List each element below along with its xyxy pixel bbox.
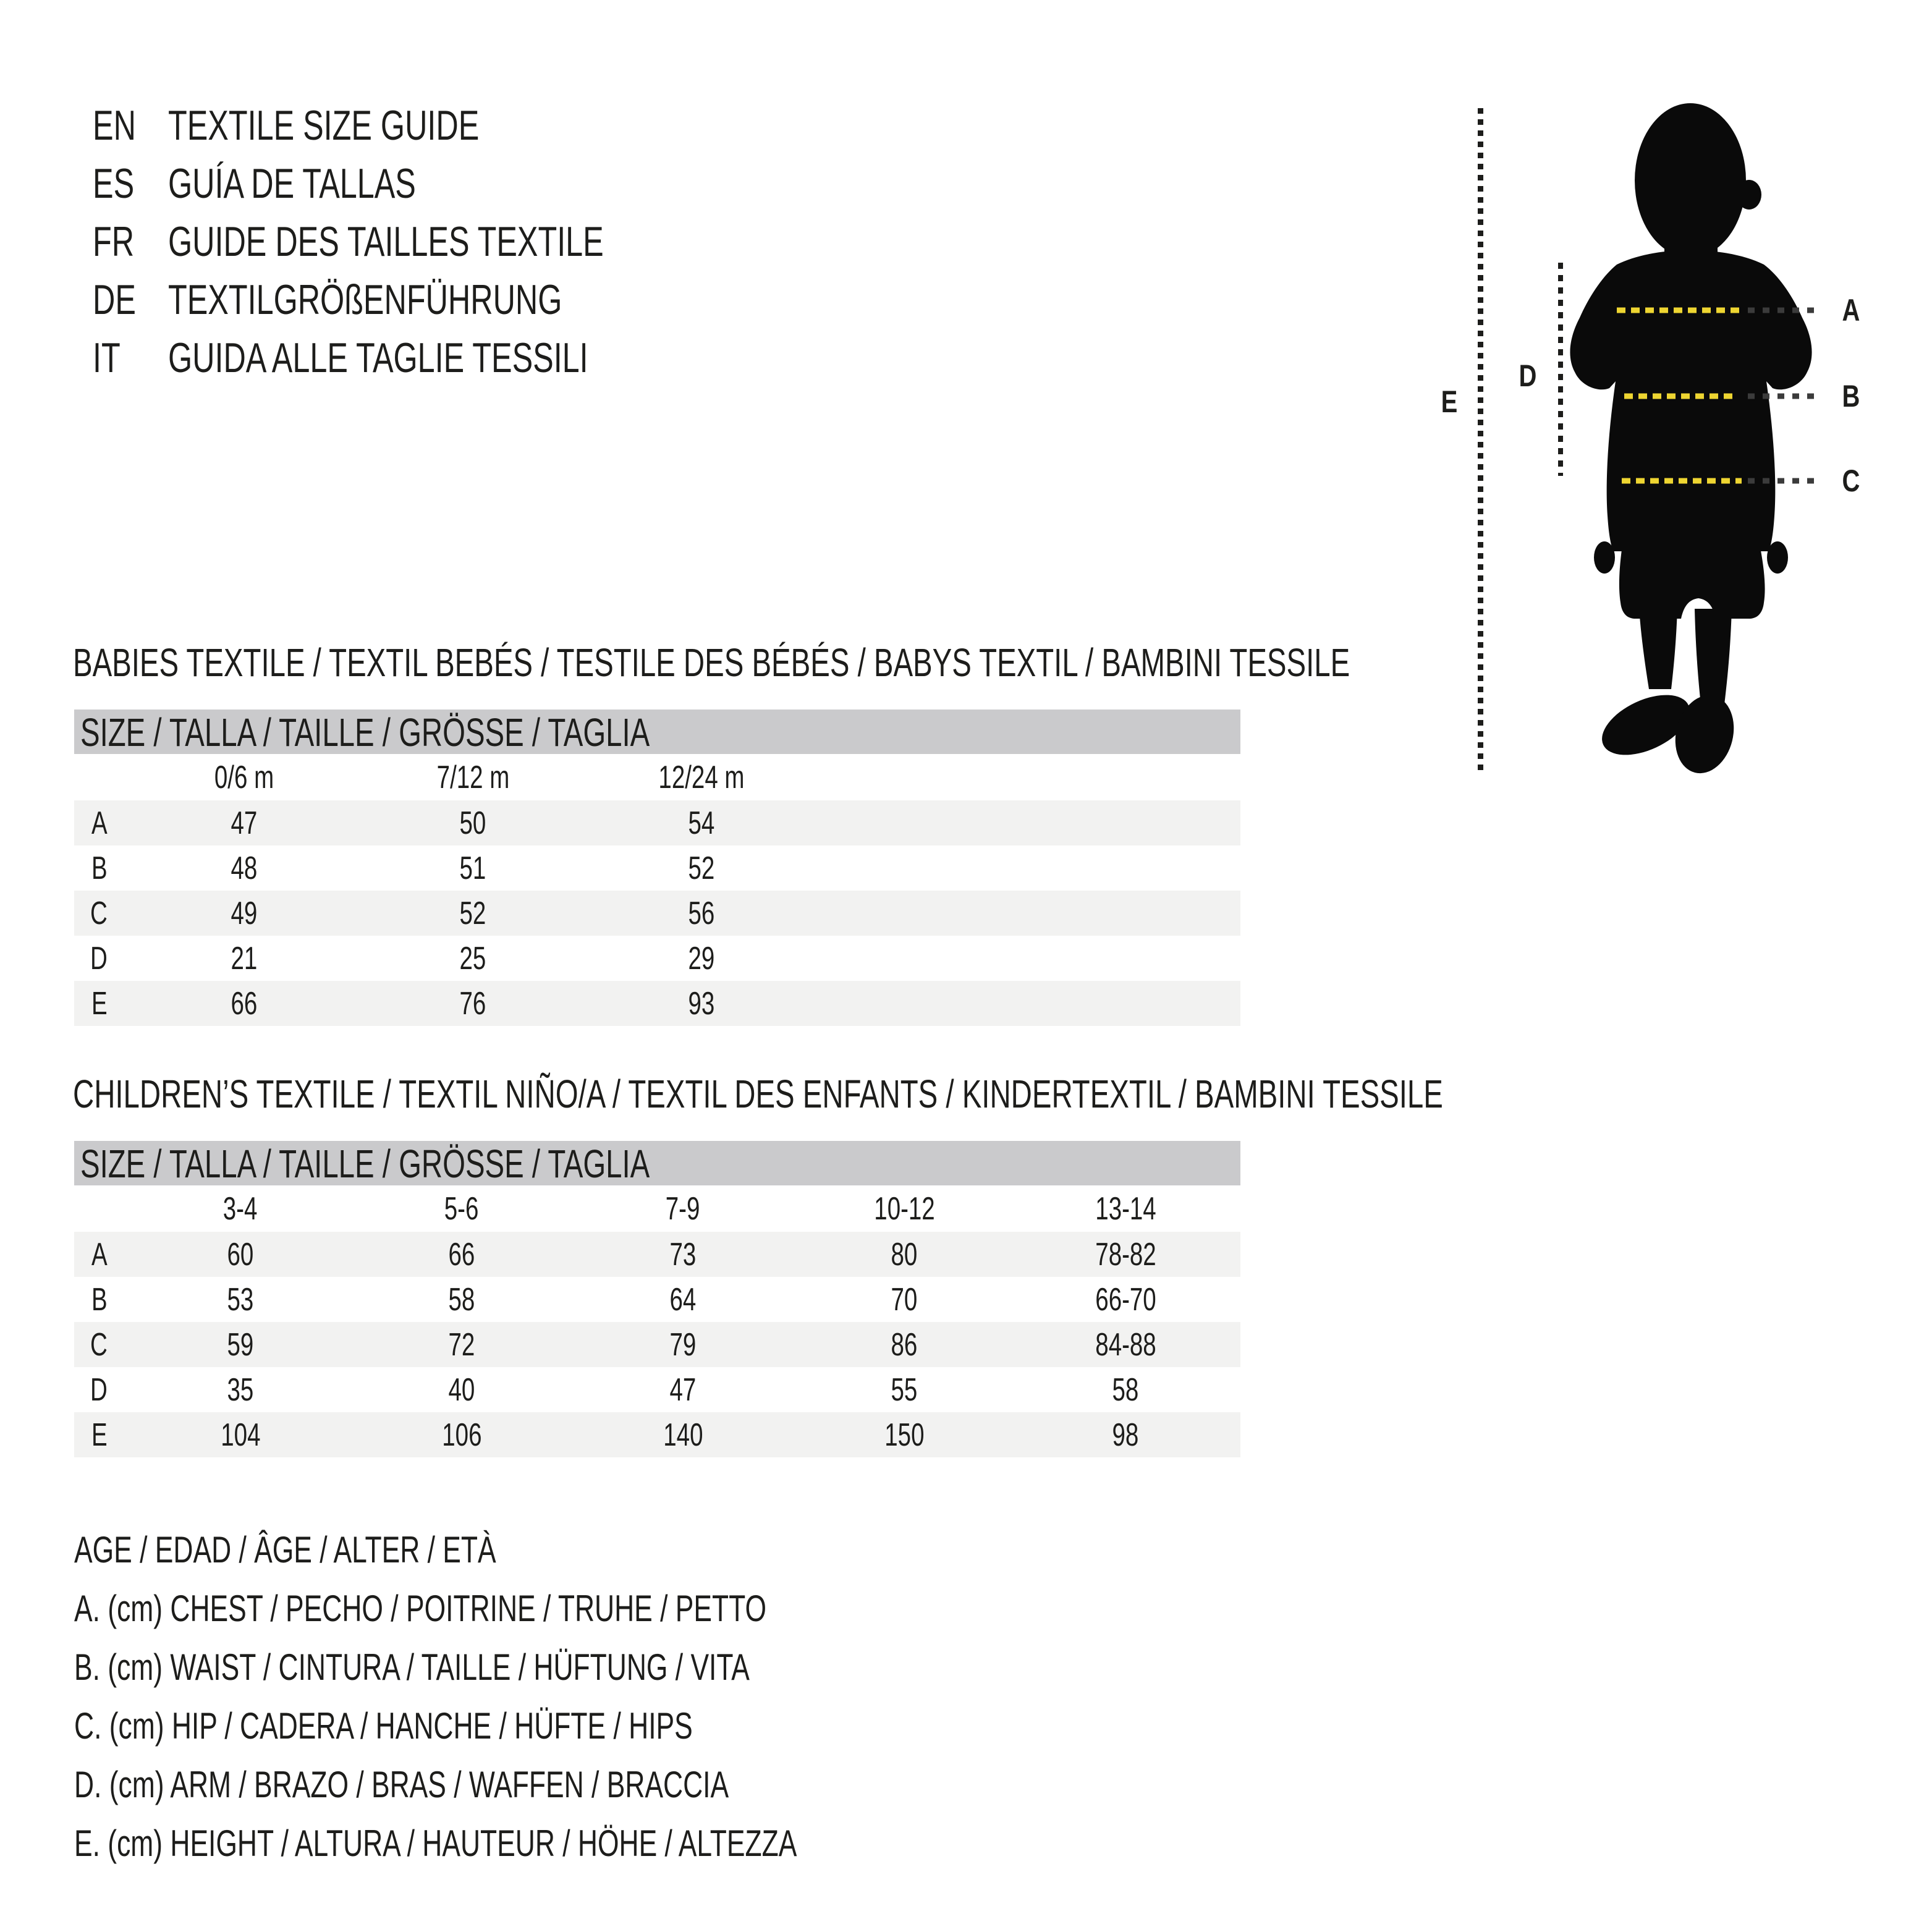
cell-value: 106 [441, 1417, 482, 1453]
cell-value: 54 [688, 805, 715, 841]
height-marker-label: E [1441, 384, 1458, 419]
cell-value: 140 [663, 1417, 703, 1453]
table-cell [1015, 1322, 1236, 1367]
guide-title-en: TEXTILE SIZE GUIDE [168, 102, 480, 149]
children-column-header [351, 1185, 572, 1232]
cell-value: 51 [459, 850, 486, 886]
children-section-title [73, 1074, 1925, 1114]
children-section-title-text: CHILDREN’S TEXTILE / TEXTIL NIÑO/A / TEXTIL DES ENFANTS / KINDERTEXTIL / BAMBINI TESSILE [73, 1072, 1443, 1116]
row-label-text: D [90, 1371, 108, 1408]
table-cell [130, 981, 358, 1026]
cell-value: 49 [231, 895, 258, 931]
children-size-header-text: SIZE / TALLA / TAILLE / GRÖSSE / TAGLIA [80, 1142, 650, 1186]
legend-height-text: E. (cm) HEIGHT / ALTURA / HAUTEUR / HÖHE / ALTEZZA [74, 1823, 797, 1864]
table-row-waist [74, 845, 1240, 891]
cell-value: 25 [459, 940, 486, 977]
cell-value: 78-82 [1095, 1236, 1156, 1273]
legend-age-text: AGE / EDAD / ÂGE / ALTER / ETÀ [74, 1529, 496, 1570]
cell-value: 55 [891, 1371, 918, 1408]
legend-waist-text: B. (cm) WAIST / CINTURA / TAILLE / HÜFTUNG / VITA [74, 1646, 750, 1688]
children-column-header-text: 13-14 [1095, 1190, 1156, 1227]
row-label-text: B [91, 1281, 108, 1318]
child-silhouette-figure [1409, 49, 1932, 816]
silhouette-ear [1737, 180, 1761, 210]
table-cell [351, 1412, 572, 1457]
children-column-header [794, 1185, 1015, 1232]
row-label [74, 800, 130, 845]
cell-value: 64 [669, 1281, 697, 1318]
spacer-cell [816, 936, 1240, 981]
cell-value: 66 [448, 1236, 475, 1273]
cell-value: 70 [891, 1281, 918, 1318]
table-cell [1015, 1412, 1236, 1457]
table-row-chest [74, 800, 1240, 845]
row-label-text: C [90, 1326, 108, 1363]
babies-column-header-row [74, 754, 1240, 800]
table-cell [130, 845, 358, 891]
cell-value: 66 [231, 985, 258, 1022]
spacer-cell [1236, 1367, 1240, 1412]
table-row-waist [74, 1277, 1240, 1322]
cell-value: 52 [459, 895, 486, 931]
babies-column-header-text: 12/24 m [658, 759, 745, 795]
table-cell [130, 1277, 351, 1322]
cell-value: 98 [1112, 1417, 1139, 1453]
table-cell [587, 981, 816, 1026]
cell-value: 59 [227, 1326, 254, 1363]
legend-height-line [74, 1814, 1051, 1873]
children-column-header-text: 3-4 [223, 1190, 258, 1227]
legend-hip-text: C. (cm) HIP / CADERA / HANCHE / HÜFTE / HIPS [74, 1705, 693, 1747]
hip-marker-label: C [1842, 464, 1860, 498]
cell-value: 93 [688, 985, 715, 1022]
table-cell [794, 1367, 1015, 1412]
babies-section-title-text: BABIES TEXTILE / TEXTIL BEBÉS / TESTILE DES BÉBÉS / BABYS TEXTIL / BAMBINI TESSILE [73, 640, 1350, 685]
table-cell [130, 1232, 351, 1277]
row-label-text: C [90, 895, 108, 931]
cell-value: 60 [227, 1236, 254, 1273]
guide-title-fr: GUIDE DES TAILLES TEXTILE [168, 218, 604, 265]
babies-section-title [73, 640, 1799, 685]
children-column-header [1015, 1185, 1236, 1232]
chest-marker-label: A [1842, 293, 1860, 328]
babies-column-header [130, 754, 358, 800]
silhouette-shirt [1570, 250, 1811, 551]
children-size-header-bar [74, 1141, 1240, 1185]
spacer-cell [816, 754, 1240, 800]
children-column-header-text: 10-12 [873, 1190, 935, 1227]
babies-size-header-text: SIZE / TALLA / TAILLE / GRÖSSE / TAGLIA [80, 710, 650, 755]
children-column-header-text: 7-9 [666, 1190, 700, 1227]
table-cell [794, 1232, 1015, 1277]
babies-column-header [358, 754, 587, 800]
cell-value: 40 [448, 1371, 475, 1408]
silhouette-left-hand [1594, 541, 1615, 574]
cell-value: 52 [688, 850, 715, 886]
spacer-cell [816, 891, 1240, 936]
language-code-de: DE [93, 276, 136, 323]
guide-title-es: GUÍA DE TALLAS [168, 160, 416, 207]
cell-value: 86 [891, 1326, 918, 1363]
table-cell [351, 1232, 572, 1277]
row-label [74, 1367, 130, 1412]
spacer-cell [74, 1185, 130, 1232]
table-row-height [74, 1412, 1240, 1457]
spacer-cell [1236, 1412, 1240, 1457]
table-cell [351, 1322, 572, 1367]
legend-age-line [74, 1520, 1051, 1579]
cell-value: 72 [448, 1326, 475, 1363]
legend-arm-text: D. (cm) ARM / BRAZO / BRAS / WAFFEN / BRACCIA [74, 1764, 729, 1805]
legend-waist-line [74, 1638, 1051, 1697]
table-cell [351, 1367, 572, 1412]
table-cell [358, 981, 587, 1026]
cell-value: 79 [669, 1326, 697, 1363]
table-cell [794, 1412, 1015, 1457]
language-code-es: ES [93, 160, 135, 207]
spacer-cell [816, 981, 1240, 1026]
cell-value: 29 [688, 940, 715, 977]
cell-value: 56 [688, 895, 715, 931]
children-column-header [130, 1185, 351, 1232]
table-cell [358, 845, 587, 891]
table-cell [358, 891, 587, 936]
babies-size-table [74, 754, 1240, 1026]
table-cell [130, 1322, 351, 1367]
row-label [74, 936, 130, 981]
arm-marker-label: D [1519, 358, 1537, 393]
row-label [74, 981, 130, 1026]
row-label [74, 845, 130, 891]
table-cell [572, 1412, 794, 1457]
spacer-cell [1236, 1277, 1240, 1322]
cell-value: 150 [884, 1417, 925, 1453]
table-cell [358, 936, 587, 981]
cell-value: 47 [669, 1371, 697, 1408]
legend-hip-line [74, 1697, 1051, 1755]
children-column-header [572, 1185, 794, 1232]
legend-chest-line [74, 1579, 1051, 1638]
row-label-text: E [91, 1417, 108, 1453]
row-label-text: D [90, 940, 108, 977]
cell-value: 66-70 [1095, 1281, 1156, 1318]
babies-column-header-text: 0/6 m [214, 759, 274, 795]
babies-column-header [587, 754, 816, 800]
spacer-cell [816, 800, 1240, 845]
table-cell [351, 1277, 572, 1322]
waist-marker-label: B [1842, 379, 1860, 413]
babies-size-header-bar [74, 710, 1240, 754]
row-label [74, 1277, 130, 1322]
cell-value: 48 [231, 850, 258, 886]
table-cell [587, 800, 816, 845]
table-cell [572, 1367, 794, 1412]
cell-value: 21 [231, 940, 258, 977]
spacer-cell [74, 754, 130, 800]
table-cell [1015, 1232, 1236, 1277]
row-label-text: A [91, 1236, 108, 1273]
table-cell [1015, 1277, 1236, 1322]
spacer-cell [1236, 1232, 1240, 1277]
cell-value: 53 [227, 1281, 254, 1318]
table-cell [572, 1277, 794, 1322]
language-code-it: IT [93, 334, 121, 381]
measurement-legend [74, 1520, 1051, 1873]
guide-title-it: GUIDA ALLE TAGLIE TESSILI [168, 334, 588, 381]
table-cell [130, 800, 358, 845]
babies-column-header-text: 7/12 m [436, 759, 509, 795]
spacer-cell [1236, 1185, 1240, 1232]
cell-value: 58 [448, 1281, 475, 1318]
table-row-arm [74, 1367, 1240, 1412]
children-column-header-text: 5-6 [444, 1190, 479, 1227]
row-label [74, 1412, 130, 1457]
table-cell [130, 936, 358, 981]
table-row-hip [74, 1322, 1240, 1367]
table-cell [130, 1412, 351, 1457]
language-code-fr: FR [93, 218, 135, 265]
cell-value: 58 [1112, 1371, 1139, 1408]
spacer-cell [816, 845, 1240, 891]
language-code-en: EN [93, 102, 136, 149]
table-row-height [74, 981, 1240, 1026]
cell-value: 47 [231, 805, 258, 841]
cell-value: 35 [227, 1371, 254, 1408]
table-row-chest [74, 1232, 1240, 1277]
table-cell [587, 891, 816, 936]
silhouette-shorts [1619, 541, 1765, 619]
children-size-table [74, 1185, 1240, 1457]
table-cell [130, 1367, 351, 1412]
row-label [74, 891, 130, 936]
row-label [74, 1322, 130, 1367]
table-row-hip [74, 891, 1240, 936]
table-row-arm [74, 936, 1240, 981]
row-label-text: A [91, 805, 108, 841]
table-cell [130, 891, 358, 936]
table-cell [587, 845, 816, 891]
cell-value: 73 [669, 1236, 697, 1273]
table-cell [794, 1322, 1015, 1367]
table-cell [794, 1277, 1015, 1322]
row-label-text: E [91, 985, 108, 1022]
cell-value: 84-88 [1095, 1326, 1156, 1363]
cell-value: 76 [459, 985, 486, 1022]
table-cell [572, 1232, 794, 1277]
legend-arm-line [74, 1755, 1051, 1814]
guide-title-de: TEXTILGRÖßENFÜHRUNG [168, 276, 562, 323]
table-cell [587, 936, 816, 981]
cell-value: 104 [220, 1417, 261, 1453]
children-column-header-row [74, 1185, 1240, 1232]
cell-value: 80 [891, 1236, 918, 1273]
row-label-text: B [91, 850, 108, 886]
row-label [74, 1232, 130, 1277]
silhouette-right-hand [1767, 541, 1788, 574]
spacer-cell [1236, 1322, 1240, 1367]
cell-value: 50 [459, 805, 486, 841]
table-cell [358, 800, 587, 845]
table-cell [572, 1322, 794, 1367]
legend-chest-text: A. (cm) CHEST / PECHO / POITRINE / TRUHE / PETTO [74, 1588, 767, 1629]
table-cell [1015, 1367, 1236, 1412]
